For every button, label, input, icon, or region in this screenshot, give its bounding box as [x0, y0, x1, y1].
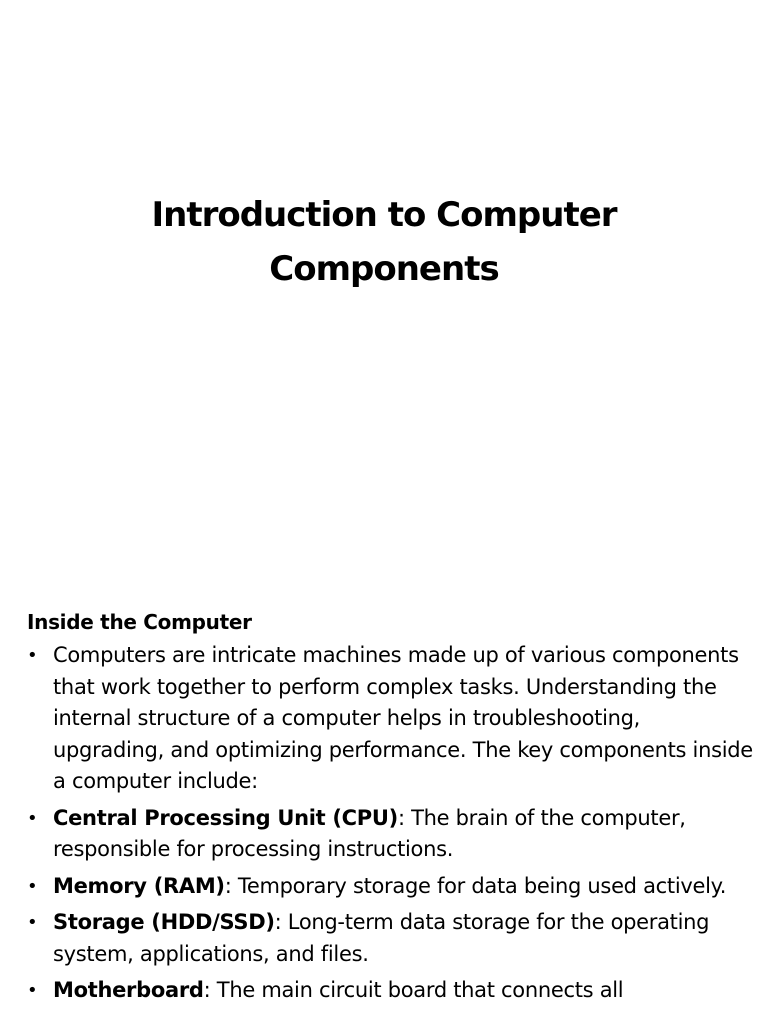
- bullet-term: Central Processing Unit (CPU): [53, 805, 398, 830]
- slide-body: [27, 606, 757, 1012]
- slide-title: [90, 188, 678, 296]
- bullet-intro: [27, 640, 757, 798]
- bullet-text: : The main circuit board that connects all: [203, 978, 624, 1002]
- bullet-text: : Temporary storage for data being used actively.: [224, 873, 727, 898]
- bullet-text: : Long-term data storage for the operating system, applications, and files.: [53, 910, 710, 966]
- slide-title-line-2: Components: [269, 249, 499, 289]
- bullet-icon: •: [27, 980, 38, 1001]
- bullet-term: Storage (HDD/SSD): [53, 910, 275, 934]
- bullet-icon: •: [27, 807, 38, 829]
- bullet-storage: [27, 907, 757, 970]
- bullet-text: : The brain of the computer, responsible for processing instructions.: [53, 805, 686, 861]
- bullet-cpu: [27, 803, 757, 866]
- bullet-term: Motherboard: [53, 978, 204, 1002]
- slide-title-line-1: Introduction to Computer: [151, 195, 617, 235]
- bullet-icon: •: [27, 912, 38, 933]
- bullet-text: Computers are intricate machines made up of various components that work together to perform complex tasks. Understanding the internal structure of a computer helps in troubleshooting, upgrading, and optimizing performance. The key components inside a computer include:: [53, 643, 753, 793]
- section-heading: Inside the Computer: [27, 610, 252, 634]
- bullet-icon: •: [27, 645, 38, 666]
- bullet-motherboard: [27, 975, 757, 1007]
- bullet-list: [27, 640, 757, 1007]
- bullet-ram: [27, 871, 757, 903]
- bullet-icon: •: [27, 875, 38, 897]
- bullet-term: Memory (RAM): [53, 873, 225, 898]
